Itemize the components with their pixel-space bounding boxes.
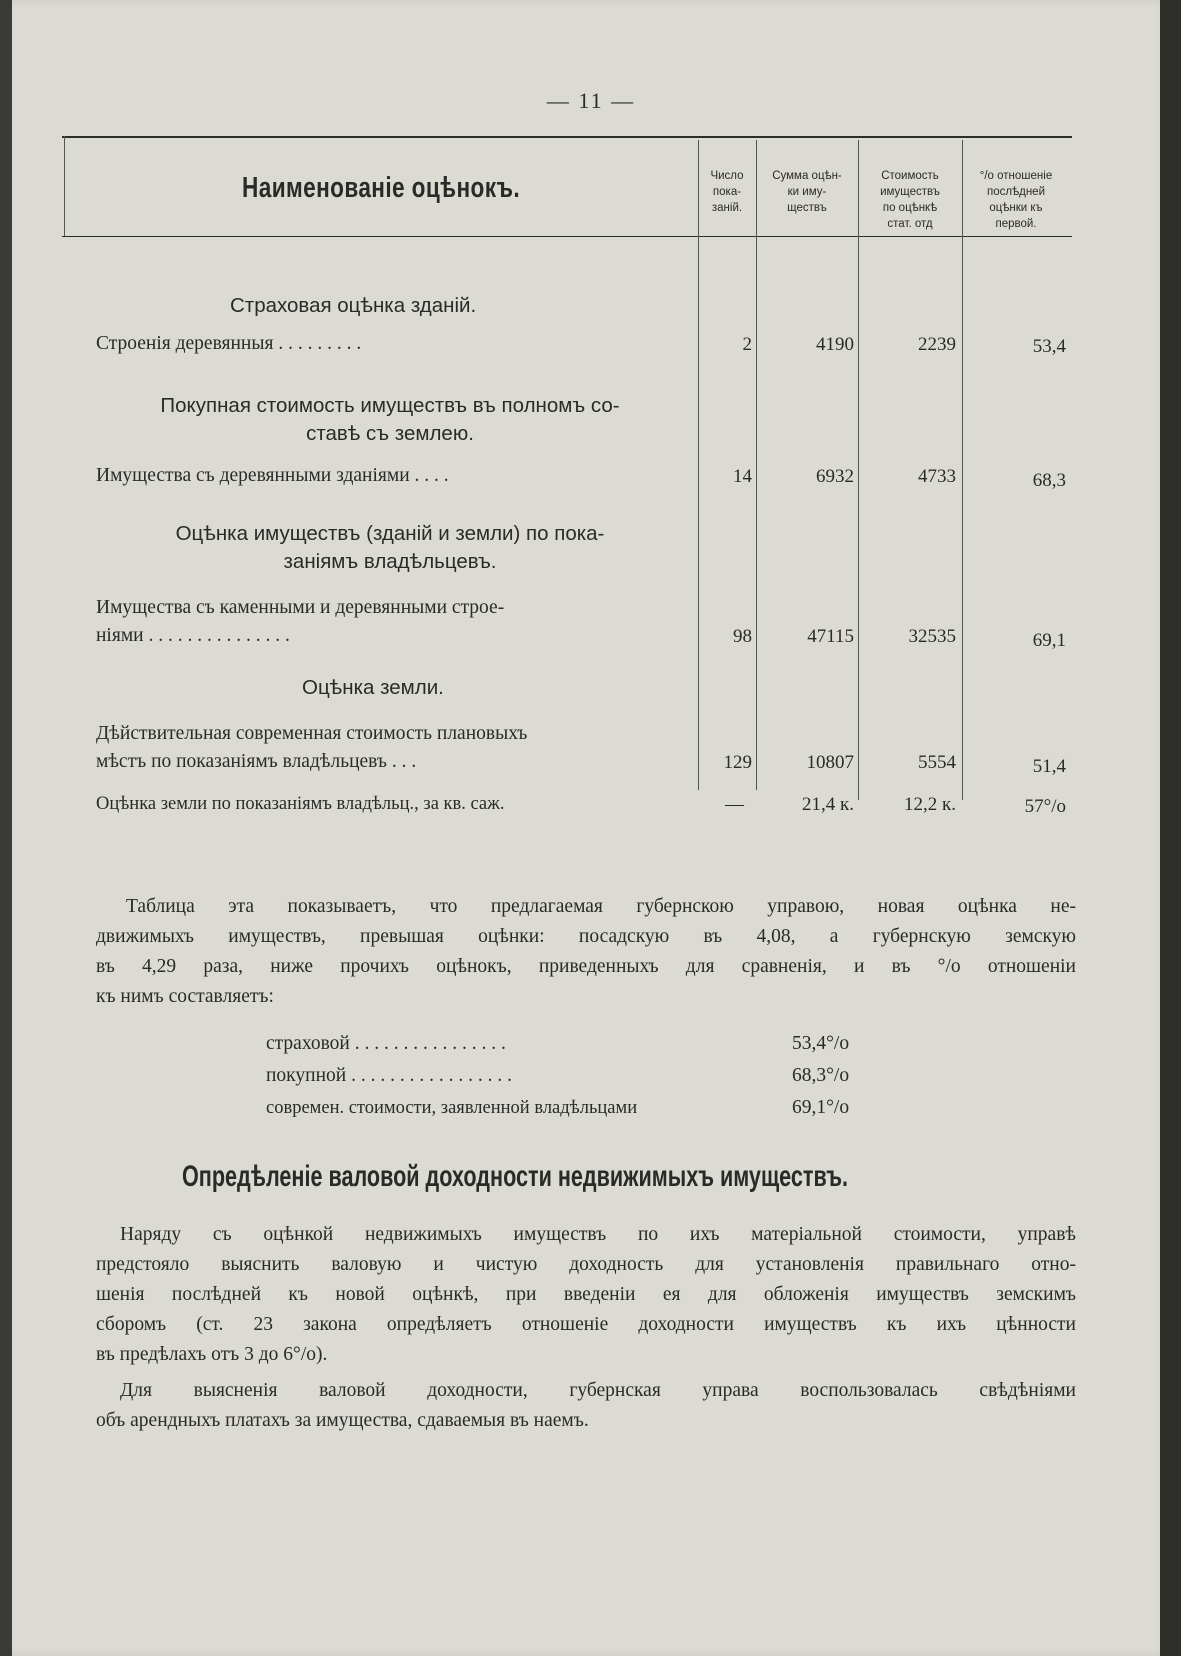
paragraph-line: предстояло выяснить валовую и чистую доходность для установленія правильнаго отно- [96,1254,1076,1275]
section-heading: Оцѣнка имуществъ (зданій и земли) по пока- заніямъ владѣльцевъ. [175,522,605,573]
section-heading: Оцѣнка земли. [302,676,444,699]
paragraph-line: къ нимъ составляетъ: [96,986,274,1007]
paragraph-line: въ предѣлахъ отъ 3 до 6°/o). [96,1344,328,1365]
section-heading: Страховая оцѣнка зданій. [230,294,477,317]
paragraph-line: Наряду съ оцѣнкой недвижимыхъ имуществъ по ихъ матеріальной стоимости, управѣ [120,1224,1076,1245]
comparison-label: покупной . . . . . . . . . . . . . . . . . [266,1065,512,1086]
section-heading-gross-income: Опредѣленіе валовой доходности недвижимыхъ имуществъ. [182,1160,848,1193]
cell-sum: 4190 [816,334,854,355]
paragraph-gross-income [96,1220,1076,1370]
paragraph-rental-data [96,1376,1076,1436]
page-number: — 11 — [546,88,636,113]
cell-percent: 69,1 [1032,630,1066,651]
cell-sum: 10807 [806,752,854,773]
cell-sum: 47115 [807,626,854,647]
row-label: Дѣйствительная современная стоимость плановыхъ мѣстъ по показаніямъ владѣльцевъ . . . [96,723,528,772]
cell-count: 14 [733,466,752,487]
comparison-label: страховой . . . . . . . . . . . . . . . . [266,1033,506,1054]
column-header-stat-value: Стоимость имуществъ по оцѣнкѣ стат. отд [880,170,940,230]
table-left-rule [64,136,65,236]
document-page [12,0,1170,1656]
cell-count: 129 [723,752,752,773]
row-label: Строенія деревянныя . . . . . . . . . [96,333,362,354]
cell-sum: 21,4 к. [802,794,854,815]
paragraph-line: въ 4,29 раза, ниже прочихъ оцѣнокъ, приведенныхъ для сравненія, и въ °/o отношеніи [96,956,1076,977]
cell-stat: 4733 [918,466,956,487]
table-header-title: Наименованіе оцѣнокъ. [242,172,520,204]
column-divider [962,140,963,800]
table-top-rule [62,136,1072,138]
column-divider [756,140,757,790]
column-header-sum: Сумма оцѣн- ки иму- ществъ [772,170,842,214]
comparison-value: 68,3°/o [792,1065,850,1086]
paragraph-line: сборомъ (ст. 23 закона опредѣляетъ отношеніе доходности имуществъ къ ихъ цѣнности [96,1314,1076,1335]
cell-count: 98 [733,626,752,647]
cell-stat: 2239 [918,334,956,355]
cell-sum: 6932 [816,466,854,487]
cell-percent: 53,4 [1032,336,1066,357]
row-label: Имущества съ деревянными зданіями . . . . [96,465,449,486]
cell-percent: 51,4 [1032,756,1066,777]
paragraph-line: Таблица эта показываетъ, что предлагаемая губернскою управою, новая оцѣнка не- [126,896,1076,917]
row-label: Оцѣнка земли по показаніямъ владѣльц., за кв. саж. [96,794,505,814]
column-header-count: Число пока- заній. [710,170,744,214]
cell-stat: 5554 [918,752,956,773]
cell-count: — [725,794,744,815]
cell-percent: 57°/o [1024,796,1066,817]
table-header-rule [62,236,1072,237]
paragraph-line: объ арендныхъ платахъ за имущества, сдаваемыя въ наемъ. [96,1410,589,1431]
comparison-value: 53,4°/o [792,1033,850,1054]
column-divider [698,140,699,790]
cell-stat: 32535 [908,626,956,647]
section-heading: Покупная стоимость имуществъ въ полномъ со- ставѣ съ землею. [160,394,620,445]
paragraph-table-summary [96,892,1076,1012]
column-divider [858,140,859,800]
paragraph-line: движимыхъ имуществъ, превышая оцѣнки: посадскую въ 4,08, а губернскую земскую [96,926,1076,947]
row-label: Имущества съ каменными и деревянными строе- ніями . . . . . . . . . . . . . . . [96,597,505,646]
cell-percent: 68,3 [1032,470,1066,491]
paragraph-line: Для выясненія валовой доходности, губернская управа воспользовалась свѣдѣніями [120,1380,1076,1401]
column-header-percent: °/o отношеніе послѣдней оцѣнки къ первой. [979,170,1053,230]
comparison-label: современ. стоимости, заявленной владѣльцами [266,1098,638,1118]
cell-count: 2 [742,334,752,355]
cell-stat: 12,2 к. [904,794,956,815]
comparison-value: 69,1°/o [792,1097,850,1118]
scan-edge [1160,0,1181,1656]
paragraph-line: шенія послѣдней къ новой оцѣнкѣ, при введеніи ея для обложенія имуществъ земскимъ [96,1284,1076,1305]
